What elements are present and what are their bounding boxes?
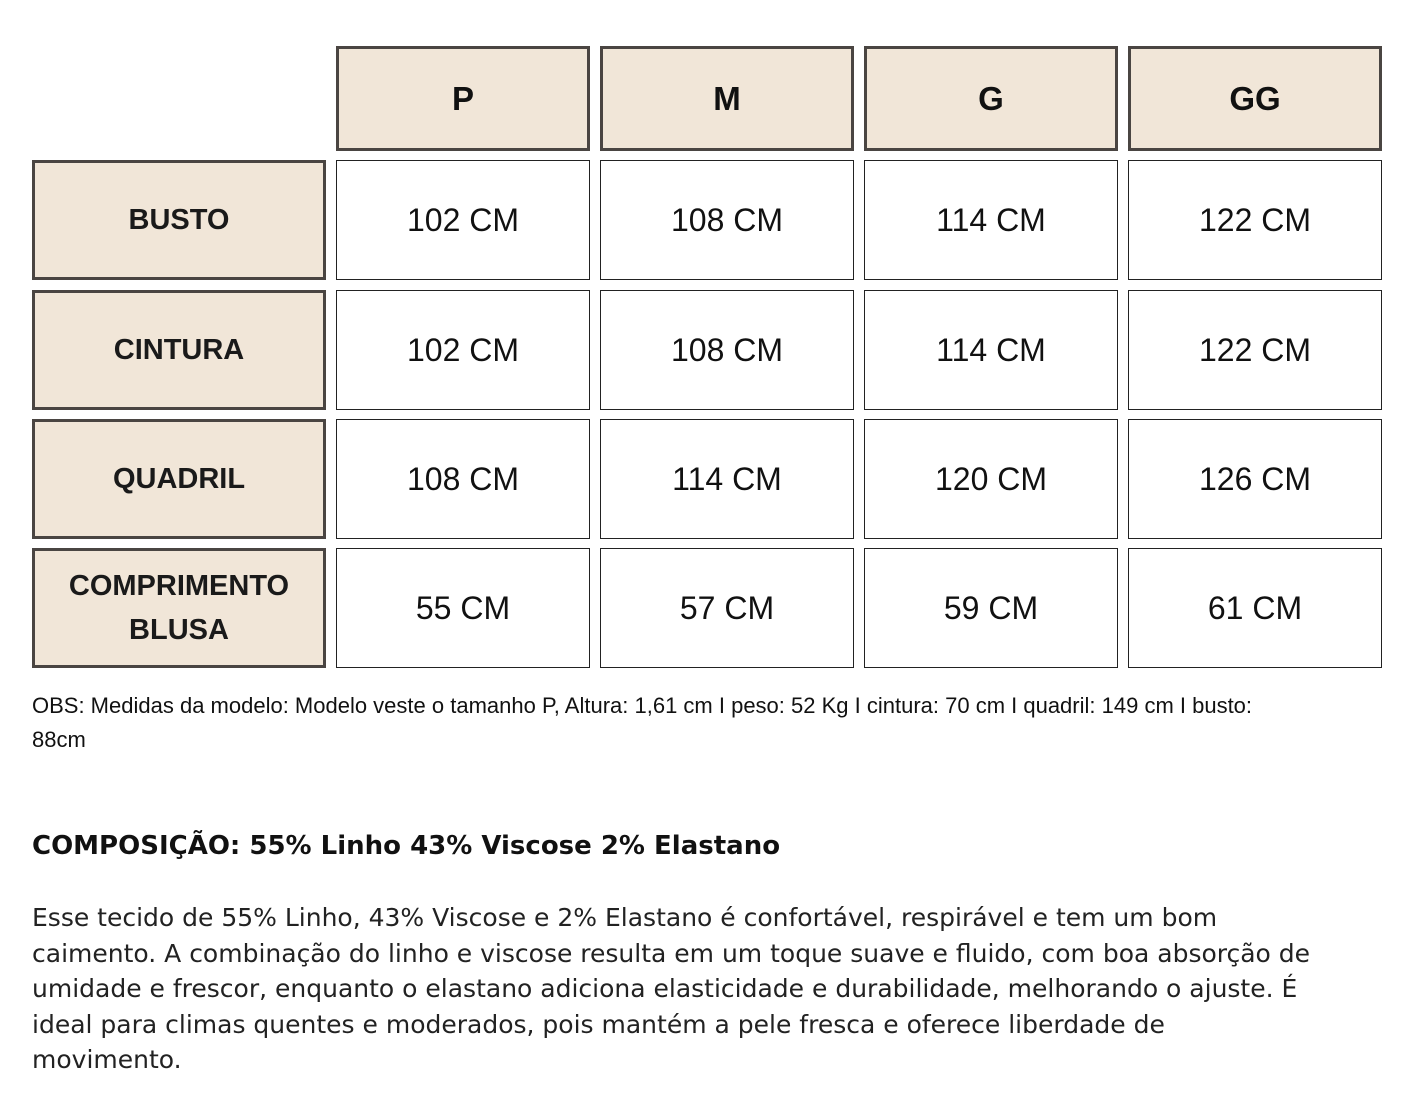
table-cell: 114 CM (864, 290, 1118, 410)
table-cell: 108 CM (336, 419, 590, 539)
row-label-text: QUADRIL (112, 463, 246, 495)
table-cell: 59 CM (864, 548, 1118, 668)
size-header-gg: GG (1128, 46, 1382, 151)
model-measurements-note: OBS: Medidas da modelo: Modelo veste o tamanho P, Altura: 1,61 cm I peso: 52 Kg I cintura: 70 cm I quadril: 149 cm I busto: 88cm (32, 693, 1253, 752)
table-cell: 108 CM (600, 160, 854, 280)
row-label-busto (32, 160, 326, 280)
table-cell: 61 CM (1128, 548, 1382, 668)
row-label-text: COMPRIMENTO (68, 570, 290, 602)
table-cell: 126 CM (1128, 419, 1382, 539)
table-cell: 108 CM (600, 290, 854, 410)
table-cell: 122 CM (1128, 290, 1382, 410)
size-header-m: M (600, 46, 854, 151)
size-header-p: P (336, 46, 590, 151)
table-cell: 114 CM (600, 419, 854, 539)
row-label-quadril (32, 419, 326, 539)
table-cell: 55 CM (336, 548, 590, 668)
table-cell: 102 CM (336, 160, 590, 280)
table-cell: 114 CM (864, 160, 1118, 280)
table-cell: 122 CM (1128, 160, 1382, 280)
row-label-comprimento-blusa (32, 548, 326, 668)
table-cell: 102 CM (336, 290, 590, 410)
row-label-text: BLUSA (129, 614, 229, 646)
size-header-g: G (864, 46, 1118, 151)
table-cell: 120 CM (864, 419, 1118, 539)
row-label-cintura (32, 290, 326, 410)
table-cell: 57 CM (600, 548, 854, 668)
row-label-text: CINTURA (113, 334, 245, 366)
composition-title: COMPOSIÇÃO: 55% Linho 43% Viscose 2% Elastano (32, 831, 781, 861)
row-label-text: BUSTO (128, 204, 230, 236)
composition-description: Esse tecido de 55% Linho, 43% Viscose e 2% Elastano é confortável, respirável e tem um bom caimento. A combinação do linho e viscose resulta em um toque suave e fluido, com boa absorção de umidade e frescor, enquanto o elastano adiciona elasticidade e durabilidade, melhorando o ajuste. É ideal para climas quentes e moderados, pois mantém a pele fresca e oferece liberdade de movimento. (32, 903, 1311, 1074)
